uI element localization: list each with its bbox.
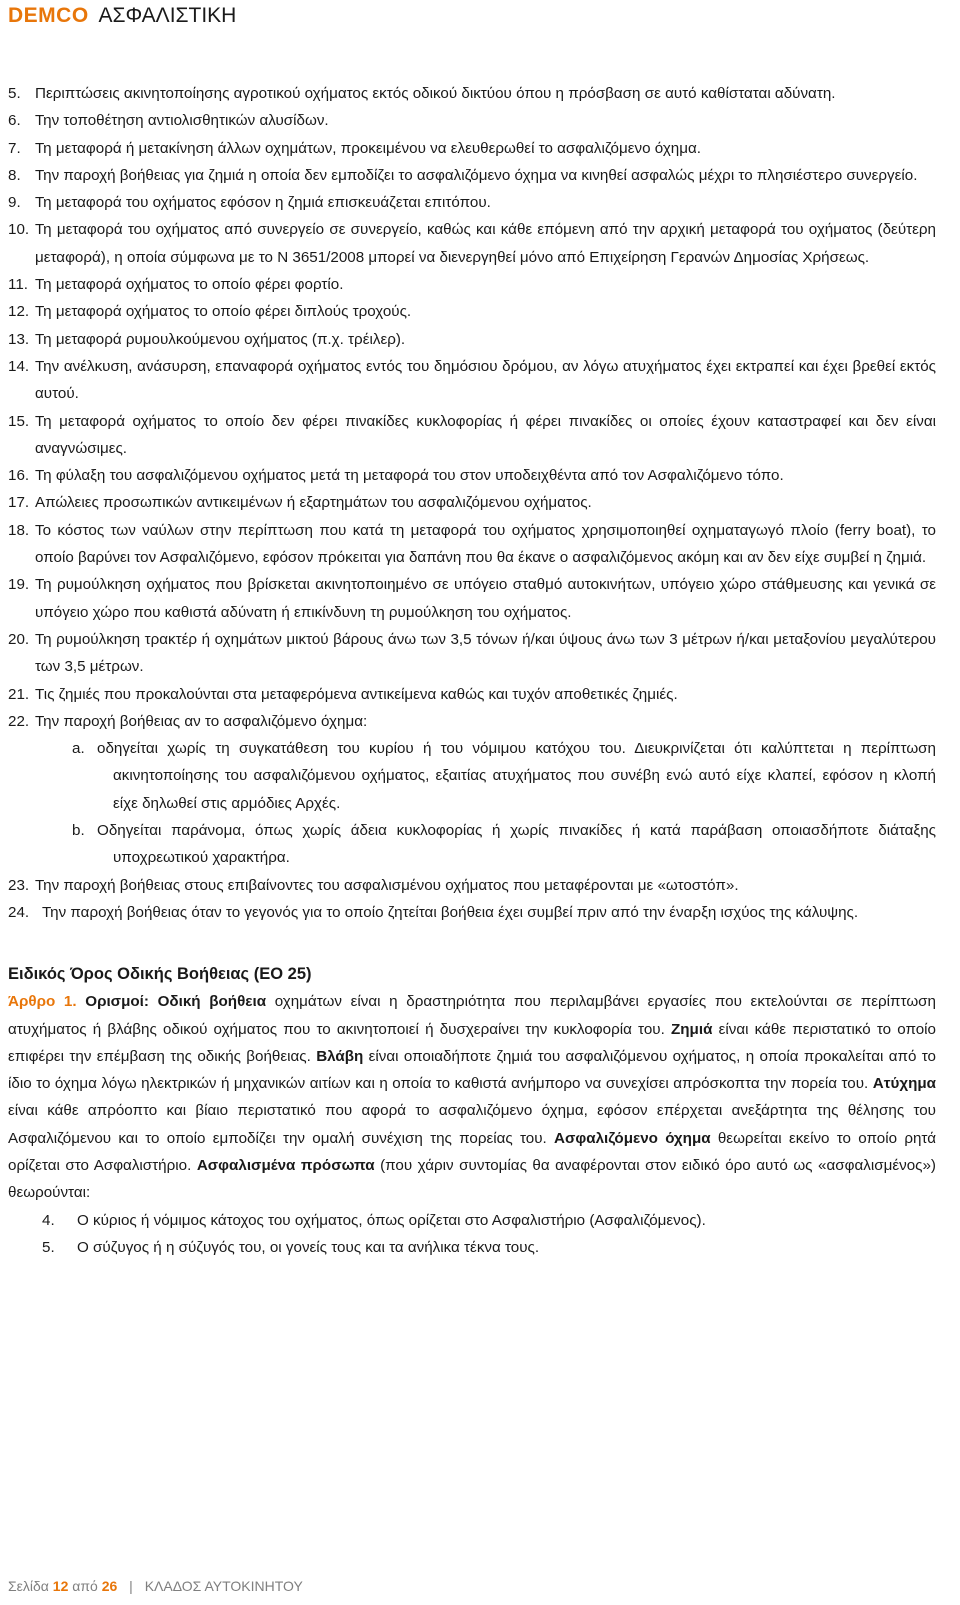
item-number: 22.	[8, 712, 30, 730]
list-item	[8, 353, 936, 408]
page-footer	[8, 1576, 303, 1596]
item-number: 10.	[8, 221, 30, 239]
item-text: Την τοποθέτηση αντιολισθητικών αλυσίδων.	[35, 112, 329, 130]
item-text: Τη μεταφορά ρυμουλκούμενου οχήματος (π.χ. τρέιλερ).	[35, 330, 406, 348]
list-item	[8, 899, 936, 926]
item-text: Τη ρυμούλκηση οχήματος που βρίσκεται ακινητοποιημένο σε υπόγειο σταθμό αυτοκινήτων, υπόγειο χώρο στάθμευσης και γενικά σε υπόγειο χώρο που καθιστά αδύνατη ή επικίνδυνη τη ρυμούλκηση του οχήματος.	[35, 576, 936, 621]
item-text: Την παροχή βοήθειας για ζημιά η οποία δεν εμποδίζει το ασφαλιζόμενο όχημα να κινηθεί ασφαλώς μέχρι το πλησιέστερο συνεργείο.	[35, 166, 918, 184]
insured-persons-list	[8, 1207, 936, 1262]
item-number: 15.	[8, 412, 30, 430]
footer-section-name: ΚΛΑΔΟΣ ΑΥΤΟΚΙΝΗΤΟΥ	[144, 1578, 303, 1594]
item-number: 17.	[8, 494, 30, 512]
brand-logo: DEMCO	[8, 4, 89, 27]
item-number: 19.	[8, 576, 30, 594]
item-text: Τη μεταφορά οχήματος το οποίο φέρει φορτίο.	[35, 276, 344, 294]
sub-item-text: οδηγείται χωρίς τη συγκατάθεση του κυρίου ή του νόμιμου κατόχου του. Διευκρινίζεται ότι καλύπτεται η περίπτωση ακινητοποίησης του ασφαλιζόμενου οχήματος, εξαιτίας ατυχήματος που συνέβη ενώ αυτό είχε κλαπεί, εφόσον η κλοπή είχε δηλωθεί στις αρμόδιες Αρχές.	[97, 740, 936, 812]
definitions-label: Ορισμοί:	[85, 993, 149, 1011]
definition-text: θεωρείται εκείνο το οποίο ρητά ορίζεται στο Ασφαλιστήριο.	[8, 1129, 936, 1174]
list-item	[8, 216, 936, 271]
list-item	[8, 107, 936, 134]
item-number: 5.	[42, 1238, 55, 1256]
item-text: Τη μεταφορά οχήματος το οποίο δεν φέρει πινακίδες κυκλοφορίας ή φέρει πινακίδες οι οποίες έχουν καταστραφεί και δεν είναι αναγνώσιμες.	[35, 412, 936, 457]
page-number: 12	[52, 1578, 69, 1594]
item-number: 14.	[8, 357, 30, 375]
item-text: Την παροχή βοήθειας στους επιβαίνοντες του ασφαλισμένου οχήματος που μεταφέρονται με «ωτοστόπ».	[35, 876, 739, 894]
item-number: 20.	[8, 630, 30, 648]
document-header	[8, 2, 236, 30]
page-total: 26	[101, 1578, 118, 1594]
sub-list-item	[51, 735, 936, 817]
item-text: Τη μεταφορά του οχήματος από συνεργείο σε συνεργείο, καθώς και κάθε επόμενη από την αρχική μεταφορά του οχήματος (δεύτερη μεταφορά), η οποία σύμφωνα με το Ν 3651/2008 μπορεί να διενεργηθεί μόνο από Επιχείρηση Γερανών Δημοσίας Χρήσεως.	[35, 221, 936, 266]
term-road-assistance: Οδική βοήθεια	[157, 993, 267, 1011]
item-number: 12.	[8, 303, 30, 321]
article-paragraph	[8, 988, 936, 1206]
item-number: 24.	[8, 903, 30, 921]
sub-list-item	[51, 817, 936, 872]
item-number: 23.	[8, 876, 30, 894]
list-item	[8, 271, 936, 298]
item-number: 13.	[8, 330, 30, 348]
item-text: Ο σύζυγος ή η σύζυγός του, οι γονείς τους και τα ανήλικα τέκνα τους.	[77, 1238, 540, 1256]
item-text: Τη μεταφορά οχήματος το οποίο φέρει διπλούς τροχούς.	[35, 303, 412, 321]
item-text: Την ανέλκυση, ανάσυρση, επαναφορά οχήματος εντός του δημόσιου δρόμου, αν λόγω ατυχήματος έχει εκτραπεί και έχει βρεθεί εκτός αυτού.	[35, 357, 936, 403]
list-item	[8, 462, 936, 489]
item-number: 7.	[8, 139, 21, 157]
item-number: 16.	[8, 467, 30, 485]
list-item	[8, 489, 936, 516]
item-text: Τη μεταφορά του οχήματος εφόσον η ζημιά επισκευάζεται επιτόπου.	[35, 194, 491, 212]
list-item	[8, 189, 936, 216]
definition-text: είναι οποιαδήποτε ζημιά του ασφαλιζόμενου οχήματος, η οποία προκαλείται από το ίδιο το όχημα λόγω ηλεκτρικών ή μηχανικών αιτίων και η οποία το καθιστά ανήμπορο να συνεχίσει απρόσκοπτα την πορεία του.	[8, 1047, 936, 1093]
item-number: 11.	[8, 276, 28, 294]
footer-separator: |	[129, 1578, 133, 1594]
item-number: 6.	[8, 112, 21, 130]
definition-text: είναι κάθε απρόοπτο και βίαιο περιστατικό που αφορά το ασφαλιζόμενο όχημα, εφόσον επέρχεται ανεξάρτητα της θέλησης του Ασφαλιζόμενου και το οποίο εμποδίζει την ομαλή συνέχιση της πορείας του.	[8, 1102, 936, 1147]
term-insured-persons: Ασφαλισμένα πρόσωπα	[196, 1156, 375, 1174]
item-text: Την παροχή βοήθειας όταν το γεγονός για το οποίο ζητείται βοήθεια έχει συμβεί πριν από την έναρξη ισχύος της κάλυψης.	[42, 903, 859, 921]
section-title: Ειδικός Όρος Οδικής Βοήθειας (ΕΟ 25)	[8, 965, 312, 984]
list-item	[8, 162, 936, 189]
article-label: Άρθρο 1.	[8, 993, 77, 1011]
list-item	[8, 681, 936, 708]
item-text: Την παροχή βοήθειας αν το ασφαλιζόμενο όχημα:	[35, 712, 368, 730]
term-accident: Ατύχημα	[872, 1075, 936, 1093]
of-word: από	[72, 1578, 98, 1594]
list-item	[42, 1207, 936, 1234]
item-text: Τη μεταφορά ή μετακίνηση άλλων οχημάτων, προκειμένου να ελευθερωθεί το ασφαλιζόμενο όχημα.	[35, 139, 701, 157]
list-item	[8, 326, 936, 353]
item-text: Ο κύριος ή νόμιμος κάτοχος του οχήματος, όπως ορίζεται στο Ασφαλιστήριο (Ασφαλιζόμενος).	[77, 1211, 706, 1229]
item-number: 21.	[8, 685, 30, 703]
term-insured-vehicle: Ασφαλιζόμενο όχημα	[554, 1129, 711, 1147]
list-item	[8, 408, 936, 463]
item-number: 5.	[8, 85, 21, 102]
item-text: Τη φύλαξη του ασφαλιζόμενου οχήματος μετά τη μεταφορά του στον υποδειχθέντα από τον Ασφαλιζόμενο τόπο.	[35, 467, 784, 485]
sub-list	[35, 735, 936, 871]
list-item	[8, 626, 936, 681]
item-text: Τις ζημιές που προκαλούνται στα μεταφερόμενα αντικείμενα καθώς και τυχόν αποθετικές ζημιές.	[35, 685, 678, 703]
exclusions-list	[8, 80, 936, 926]
term-damage: Ζημιά	[671, 1020, 713, 1038]
list-item	[8, 735, 936, 871]
page-word: Σελίδα	[8, 1578, 49, 1594]
item-number: 18.	[8, 521, 30, 539]
item-number: 8.	[8, 166, 21, 184]
document-body	[8, 80, 936, 1261]
list-item	[42, 1234, 936, 1261]
item-text: Απώλειες προσωπικών αντικειμένων ή εξαρτημάτων του ασφαλιζόμενου οχήματος.	[35, 494, 592, 512]
definition-text: είναι κάθε περιστατικό το οποίο επιφέρει την επέμβαση της οδικής βοήθειας.	[8, 1020, 937, 1065]
list-item	[8, 517, 936, 572]
list-item	[8, 872, 936, 899]
list-item	[8, 708, 936, 735]
term-breakdown: Βλάβη	[316, 1047, 364, 1065]
item-number: 4.	[42, 1211, 55, 1229]
list-item	[8, 298, 936, 325]
sub-item-letter: b.	[72, 822, 85, 840]
list-item	[8, 571, 936, 626]
item-text: Τη ρυμούλκηση τρακτέρ ή οχημάτων μικτού βάρους άνω των 3,5 τόνων ή/και ύψους άνω των 3 μέτρων ή/και μεταξονίου μεγαλύτερου των 3,5 μέτρων.	[35, 630, 936, 676]
definition-text: (που χάριν συντομίας θα αναφέρονται στον ειδικό όρο αυτό ως «ασφαλισμένος») θεωρούνται:	[8, 1156, 936, 1202]
item-text: Περιπτώσεις ακινητοποίησης αγροτικού οχήματος εκτός οδικού δικτύου όπου η πρόσβαση σε αυτό καθίσταται αδύνατη.	[35, 85, 836, 102]
sub-item-letter: a.	[72, 740, 85, 758]
brand-subtitle: ΑΣΦΑΛΙΣΤΙΚΗ	[98, 4, 237, 27]
item-number: 9.	[8, 194, 21, 212]
sub-item-text: Οδηγείται παράνομα, όπως χωρίς άδεια κυκλοφορίας ή χωρίς πινακίδες ή κατά παράβαση οποιασδήποτε διάταξης υποχρεωτικού χαρακτήρα.	[97, 822, 936, 867]
list-item	[8, 135, 936, 162]
item-text: Το κόστος των ναύλων στην περίπτωση που κατά τη μεταφορά του οχήματος χρησιμοποιηθεί οχηματαγωγό πλοίο (ferry boat), το οποίο βαρύνει τον Ασφαλιζόμενο, εφόσον πρόκειται για δαπάνη που θα έκανε ο ασφαλιζόμενος ακόμη και αν δεν είχε συμβεί η ζημιά.	[35, 521, 936, 567]
definition-text: οχημάτων είναι η δραστηριότητα που περιλαμβάνει εργασίες που εκτελούνται σε περίπτωση ατυχήματος ή βλάβης οδικού οχήματος που το ακινητοποιεί ή δυσχεραίνει την κυκλοφορία του.	[8, 993, 936, 1038]
list-item	[8, 80, 936, 107]
